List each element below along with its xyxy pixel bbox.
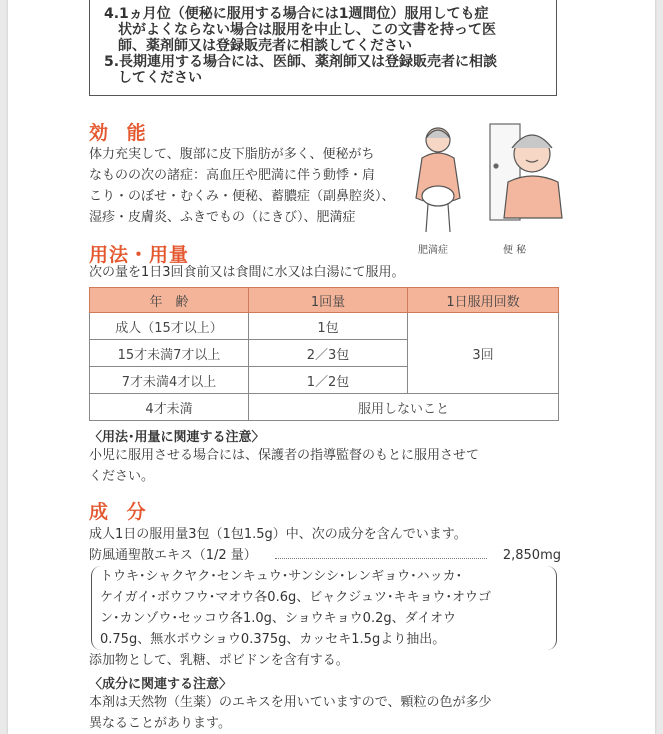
herb-line: ン･カンゾウ･セッコウ各1.0g、ショウキョウ0.2g、ダイオウ [100, 611, 456, 626]
ingredients-intro: 成人1日の服用量3包（1包1.5g）中、次の成分を含んでいます。 [89, 527, 467, 542]
times-per-day-cell: 3回 [408, 313, 559, 394]
herb-line: ケイガイ･ボウフウ･マオウ各0.6g、ビャクジュツ･キキョウ･オウゴ [100, 590, 491, 605]
dosage-notice-line: 小児に服用させる場合には、保護者の指導監督のもとに服用させて [89, 448, 480, 463]
warning-line: してください [118, 70, 202, 86]
age-cell: 4才未満 [90, 394, 249, 421]
extract-name: 防風通聖散エキス（1/2 量） [89, 548, 257, 563]
illustration-label-constipation: 便 秘 [503, 245, 527, 256]
amount-cell: 2／3包 [249, 340, 408, 367]
extract-line [89, 545, 559, 566]
additives-text: 添加物として、乳糖、ポビドンを含有する。 [89, 653, 349, 668]
column-header: 1回量 [249, 288, 408, 313]
herb-list-bracket [91, 566, 557, 650]
obese-woman-figure [416, 128, 460, 232]
warning-line: 4.1ヵ月位（便秘に服用する場合には1週間位）服用しても症 [104, 6, 489, 22]
dosage-notice [89, 445, 479, 487]
dosage-notice-heading: 〈用法･用量に関連する注意〉 [89, 430, 265, 445]
herb-line: トウキ･シャクヤク･センキュウ･サンシシ･レンギョウ･ハッカ･ [100, 569, 463, 584]
age-cell: 成人（15才以上） [90, 313, 249, 340]
extract-amount: 2,850mg [502, 548, 561, 563]
leader-dots [275, 558, 487, 559]
warning-box [89, 0, 557, 96]
efficacy-heading: 効 能 [89, 122, 152, 144]
efficacy-line: なものの次の諸症：高血圧や肥満に伴う動悸・肩 [89, 168, 376, 183]
dosage-heading: 用法・用量 [89, 244, 190, 266]
herb-line: 0.75g、無水ボウショウ0.375g、カッセキ1.5gより抽出。 [100, 632, 446, 647]
age-cell: 15才未満7才以上 [90, 340, 249, 367]
note-cell: 服用しないこと [249, 394, 559, 421]
ingredients-heading: 成 分 [89, 501, 152, 523]
amount-cell: 1包 [249, 313, 408, 340]
column-header: 1日服用回数 [408, 288, 559, 313]
amount-cell: 1／2包 [249, 367, 408, 394]
illustration-label-obesity: 肥満症 [418, 245, 448, 256]
dosage-notice-line: ください。 [89, 469, 155, 484]
dosage-intro: 次の量を1日3回食前又は食間に水又は白湯にて服用。 [89, 265, 405, 280]
symptom-illustration [408, 118, 564, 238]
column-header: 年 齢 [90, 288, 249, 313]
warning-line: 状がよくならない場合は服用を中止し、この文書を持って医 [118, 22, 496, 38]
warning-line: 師、薬剤師又は登録販売者に相談してください [118, 38, 412, 54]
table-row [90, 394, 559, 421]
table-header-row [90, 288, 559, 313]
age-cell: 7才未満4才以上 [90, 367, 249, 394]
ingredients-notice-heading: 〈成分に関連する注意〉 [89, 677, 233, 692]
ingredients-notice-line: 本剤は天然物（生薬）のエキスを用いていますので、顆粒の色が多少 [89, 695, 492, 710]
efficacy-text [89, 144, 395, 228]
dosage-table [89, 287, 559, 421]
ingredients-notice-line: 異なることがあります。 [89, 716, 231, 731]
efficacy-line: 湿疹・皮膚炎、ふきでもの（にきび）、肥満症 [89, 210, 356, 225]
table-row [90, 313, 559, 340]
efficacy-line: 体力充実して、腹部に皮下脂肪が多く、便秘がち [89, 147, 375, 162]
warning-line: 5.長期連用する場合には、医師、薬剤師又は登録販売者に相談 [104, 54, 498, 70]
ingredients-notice [89, 692, 491, 734]
efficacy-line: こり・のぼせ・むくみ・便秘、蓄膿症（副鼻腔炎）、 [89, 189, 395, 204]
